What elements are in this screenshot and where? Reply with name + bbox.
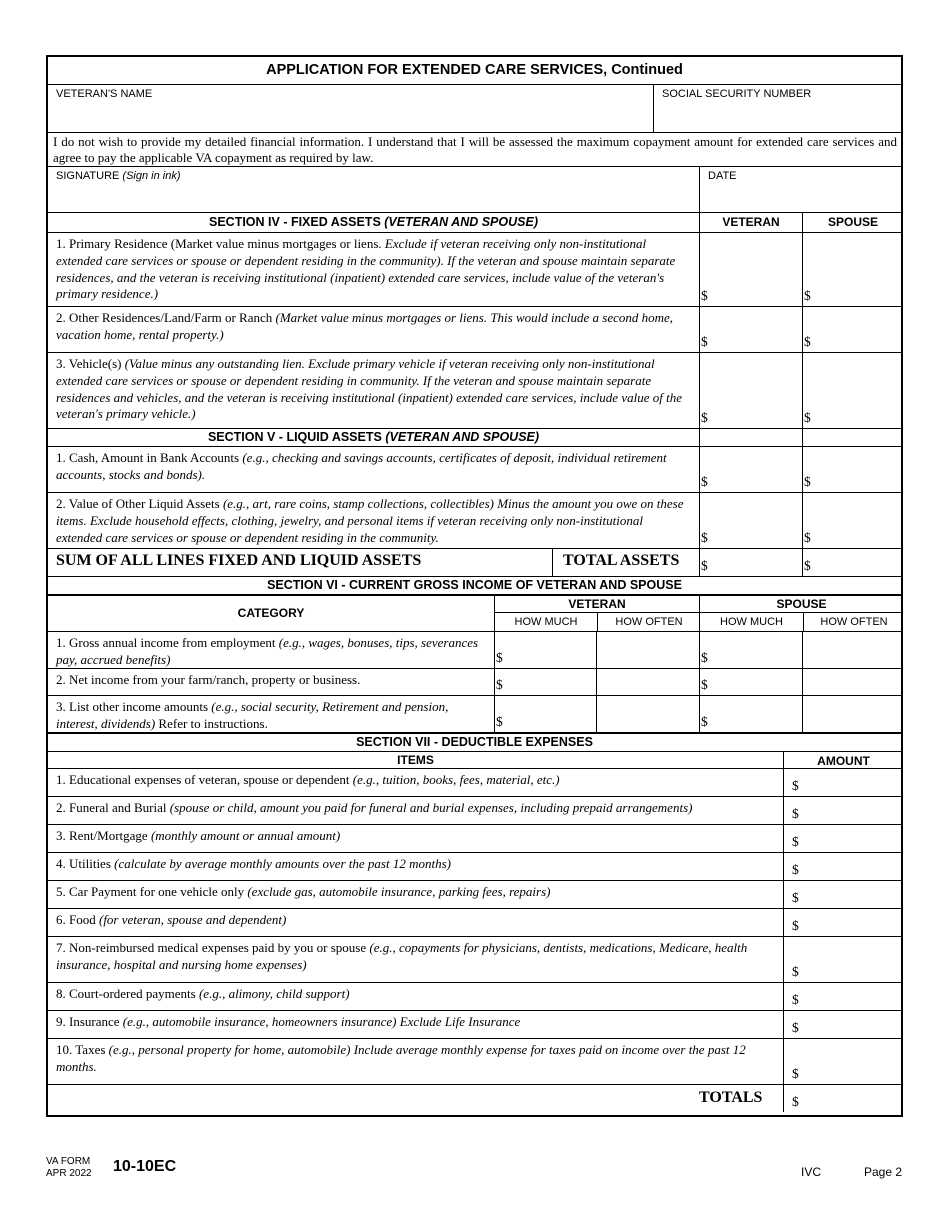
- section7-totals-row: [48, 1085, 901, 1112]
- section4-item-1-note: Exclude if veteran receiving only non-institutional extended care services or spouse or dependent residing in the community). If the veteran and spouse maintain separate residences, and the veteran is receiving institutional (inpatient) extended care services, include value of the veteran's primary residence.): [56, 236, 676, 302]
- form-title-row: [48, 57, 901, 85]
- section5-header-veteran-cell: [699, 429, 802, 446]
- educational-expenses-input[interactable]: [783, 769, 903, 796]
- dollar-sign: $: [792, 1094, 799, 1109]
- dollar-sign: $: [792, 890, 799, 905]
- section4-item-2-text: 2. Other Residences/Land/Farm or Ranch: [56, 310, 276, 325]
- section7-item-6-label: [48, 909, 783, 929]
- spouse-how-much-header: HOW MUCH: [720, 616, 783, 628]
- form-title: APPLICATION FOR EXTENDED CARE SERVICES, Continued: [266, 62, 683, 78]
- spouse-how-often-header: HOW OFTEN: [803, 613, 904, 631]
- medical-expenses-input[interactable]: [783, 937, 903, 982]
- total-assets-row: [48, 549, 901, 577]
- section7-item-7-label: [48, 937, 783, 974]
- dollar-sign: $: [792, 834, 799, 849]
- dollar-sign: $: [792, 1066, 799, 1081]
- section7-item-7-note: (e.g., copayments for physicians, dentists, medications, Medicare, health insurance, hospital and nursing home expenses): [56, 940, 748, 972]
- dollar-sign: $: [792, 862, 799, 877]
- section4-item-2-label: [48, 307, 699, 344]
- cash-veteran-input[interactable]: [699, 447, 802, 492]
- section6-item-1-text: 1. Gross annual income from employment: [56, 635, 279, 650]
- section6-title: SECTION VI - CURRENT GROSS INCOME OF VETERAN AND SPOUSE: [267, 578, 682, 592]
- ssn-label: SOCIAL SECURITY NUMBER: [662, 88, 812, 100]
- section4-header: [48, 213, 901, 233]
- section4-title-italic: (VETERAN AND SPOUSE): [384, 215, 538, 229]
- dollar-sign: $: [804, 474, 811, 489]
- section7-item-4-label: [48, 853, 783, 873]
- form-number: 10-10EC: [113, 1158, 177, 1175]
- form-identifier: [46, 1156, 92, 1180]
- veteran-name-label: VETERAN'S NAME: [56, 88, 153, 100]
- dollar-sign: $: [792, 806, 799, 821]
- employment-spouse-amount-input[interactable]: [699, 632, 802, 668]
- decline-statement-row: [48, 133, 901, 167]
- other-income-veteran-amount-input[interactable]: [494, 696, 596, 732]
- signature-field[interactable]: [48, 167, 699, 212]
- totals-label: TOTALS: [699, 1089, 763, 1106]
- section7-item-3-note: (monthly amount or annual amount): [150, 828, 341, 843]
- dollar-sign: $: [701, 650, 708, 665]
- section7-item-8-label: [48, 983, 783, 1003]
- taxes-input[interactable]: [783, 1039, 903, 1084]
- section6-col-veteran: VETERAN: [495, 596, 699, 613]
- section6-item-3-tail: Refer to instructions.: [155, 715, 268, 731]
- food-input[interactable]: [783, 909, 903, 936]
- employment-veteran-amount-input[interactable]: [494, 632, 596, 668]
- section7-item-4-note: (calculate by average monthly amounts over the past 12 months): [114, 856, 451, 871]
- section6-col-spouse: SPOUSE: [700, 596, 903, 613]
- section7-item-7: [48, 937, 901, 983]
- dollar-sign: $: [792, 992, 799, 1007]
- section7-item-1-text: 1. Educational expenses of veteran, spouse or dependent: [56, 772, 353, 787]
- form-date: APR 2022: [46, 1168, 92, 1179]
- section7-item-5-note: (exclude gas, automobile insurance, parking fees, repairs): [247, 884, 551, 899]
- other-liquid-spouse-input[interactable]: [802, 493, 903, 548]
- section6-spouse-group: [699, 596, 903, 631]
- primary-residence-veteran-input[interactable]: [699, 233, 802, 306]
- section4-item-1-label: [48, 233, 699, 303]
- dollar-sign: $: [701, 474, 708, 489]
- car-payment-input[interactable]: [783, 881, 903, 908]
- dollar-sign: $: [701, 334, 708, 349]
- section7-item-6: [48, 909, 901, 937]
- section5-header: [48, 429, 901, 447]
- dollar-sign: $: [804, 530, 811, 545]
- employment-veteran-frequency-input[interactable]: [596, 632, 699, 668]
- section5-item-1-note: (e.g., checking and savings accounts, certificates of deposit, individual retirement accounts, stocks and bonds).: [56, 450, 667, 482]
- section4-item-1: [48, 233, 901, 307]
- other-liquid-veteran-input[interactable]: [699, 493, 802, 548]
- total-assets-label: TOTAL ASSETS: [552, 549, 699, 576]
- section7-item-3-text: 3. Rent/Mortgage: [56, 828, 151, 843]
- section4-item-3-label: [48, 353, 699, 423]
- section7-item-10-note: (e.g., personal property for home, automobile) Include average monthly expense for taxes paid on income over the past 12 months.: [56, 1042, 746, 1074]
- section7-item-10-text: 10. Taxes: [56, 1042, 109, 1057]
- dollar-sign: $: [701, 530, 708, 545]
- dollar-sign: $: [496, 650, 503, 665]
- dollar-sign: $: [804, 288, 811, 303]
- veteran-name-field[interactable]: [48, 85, 653, 132]
- section5-item-2-note: (e.g., art, rare coins, stamp collections, collectibles) Minus the amount you owe on these items. Exclude household effects, clothing, jewelry, and personal items if veteran receiving only non-institutional extended care services or spouse or dependent residing in the community.: [56, 496, 684, 545]
- signature-row: [48, 167, 901, 213]
- section5-title: [48, 429, 699, 444]
- dollar-sign: $: [701, 714, 708, 729]
- other-income-spouse-frequency-input[interactable]: [802, 696, 903, 732]
- va-form-label: VA FORM: [46, 1156, 91, 1167]
- veteran-how-often-header: HOW OFTEN: [597, 613, 700, 631]
- section7-item-10-label: [48, 1039, 783, 1076]
- farm-income-veteran-amount-input[interactable]: [494, 669, 596, 695]
- section6-item-2: [48, 669, 901, 696]
- section6-veteran-group: [494, 596, 699, 631]
- vehicles-veteran-input[interactable]: [699, 353, 802, 428]
- section7-item-2-label: [48, 797, 783, 817]
- section7-title: SECTION VII - DEDUCTIBLE EXPENSES: [356, 735, 593, 749]
- other-residences-veteran-input[interactable]: [699, 307, 802, 352]
- dollar-sign: $: [701, 558, 708, 573]
- section7-item-1-note: (e.g., tuition, books, fees, material, etc.): [352, 772, 560, 787]
- section7-column-headers: [48, 751, 901, 769]
- totals-input[interactable]: [783, 1085, 903, 1112]
- ssn-field[interactable]: [653, 85, 903, 132]
- section6-item-1-label: [48, 632, 494, 669]
- section7-item-9-text: 9. Insurance: [56, 1014, 123, 1029]
- dollar-sign: $: [792, 778, 799, 793]
- section5-item-1: [48, 447, 901, 493]
- insurance-input[interactable]: [783, 1011, 903, 1038]
- section7-item-8-text: 8. Court-ordered payments: [56, 986, 199, 1001]
- dollar-sign: $: [496, 677, 503, 692]
- dollar-sign: $: [496, 714, 503, 729]
- identity-row: [48, 85, 901, 133]
- section7-item-9-label: [48, 1011, 783, 1031]
- funeral-burial-input[interactable]: [783, 797, 903, 824]
- section7-item-2-note: (spouse or child, amount you paid for funeral and burial expenses, including prepaid arrangements): [169, 800, 693, 815]
- section4-title-text: SECTION IV - FIXED ASSETS: [209, 215, 385, 229]
- vehicles-spouse-input[interactable]: [802, 353, 903, 428]
- section6-item-2-label: [48, 669, 494, 689]
- section7-item-1: [48, 769, 901, 797]
- section4-item-3-text: 3. Vehicle(s): [56, 356, 125, 371]
- section4-col-spouse: SPOUSE: [802, 213, 903, 232]
- section6-column-headers: [48, 596, 901, 632]
- section6-item-2-text: 2. Net income from your farm/ranch, property or business.: [56, 672, 361, 687]
- section4-item-3: [48, 353, 901, 429]
- section6-item-3-text: 3. List other income amounts: [56, 699, 212, 714]
- dollar-sign: $: [804, 558, 811, 573]
- total-assets-spouse-input[interactable]: [802, 549, 903, 576]
- section7-item-9: [48, 1011, 901, 1039]
- primary-residence-spouse-input[interactable]: [802, 233, 903, 306]
- section7-item-2: [48, 797, 901, 825]
- form-page: [46, 55, 903, 1117]
- dollar-sign: $: [701, 288, 708, 303]
- dollar-sign: $: [804, 334, 811, 349]
- utilities-input[interactable]: [783, 853, 903, 880]
- section6-item-1: [48, 632, 901, 669]
- section6-col-category: CATEGORY: [237, 606, 305, 620]
- section5-item-2-label: [48, 493, 699, 546]
- section7-header: [48, 734, 901, 751]
- section7-item-9-note: (e.g., automobile insurance, homeowners insurance) Exclude Life Insurance: [122, 1014, 521, 1029]
- other-income-veteran-frequency-input[interactable]: [596, 696, 699, 732]
- farm-income-spouse-frequency-input[interactable]: [802, 669, 903, 695]
- section5-item-1-text: 1. Cash, Amount in Bank Accounts: [56, 450, 243, 465]
- section4-item-2: [48, 307, 901, 353]
- other-residences-spouse-input[interactable]: [802, 307, 903, 352]
- dollar-sign: $: [792, 964, 799, 979]
- section5-title-italic: (VETERAN AND SPOUSE): [385, 430, 540, 444]
- section5-title-text: SECTION V - LIQUID ASSETS: [207, 430, 386, 444]
- section7-col-amount: AMOUNT: [783, 751, 903, 768]
- farm-income-spouse-amount-input[interactable]: [699, 669, 802, 695]
- section7-item-4-text: 4. Utilities: [56, 856, 115, 871]
- section6-item-3: [48, 696, 901, 734]
- date-label: DATE: [708, 170, 737, 182]
- signature-date-field[interactable]: [699, 167, 903, 212]
- section4-item-2-note: (Market value minus mortgages or liens. This would include a second home, vacation home, rental property.): [56, 310, 674, 342]
- section5-item-2-text: 2. Value of Other Liquid Assets: [56, 496, 223, 511]
- section4-item-1-text: 1. Primary Residence (Market value minus mortgages or liens.: [56, 236, 385, 251]
- section7-item-6-text: 6. Food: [56, 912, 99, 927]
- section7-item-3-label: [48, 825, 783, 845]
- section7-item-1-label: [48, 769, 783, 789]
- section7-item-4: [48, 853, 901, 881]
- decline-statement: I do not wish to provide my detailed financial information. I understand that I will be assessed the maximum copayment amount for extended care services and agree to pay the applicable VA copayment as required by law.: [53, 134, 897, 165]
- section7-item-5: [48, 881, 901, 909]
- dollar-sign: $: [792, 1020, 799, 1035]
- dollar-sign: $: [804, 410, 811, 425]
- employment-spouse-frequency-input[interactable]: [802, 632, 903, 668]
- section6-item-3-label: [48, 696, 494, 733]
- section4-title: [48, 213, 699, 229]
- dollar-sign: $: [701, 677, 708, 692]
- farm-income-veteran-frequency-input[interactable]: [596, 669, 699, 695]
- section7-item-6-note: (for veteran, spouse and dependent): [98, 912, 287, 927]
- sum-label: SUM OF ALL LINES FIXED AND LIQUID ASSETS: [56, 552, 422, 569]
- section5-item-1-label: [48, 447, 699, 484]
- section4-col-veteran: VETERAN: [699, 213, 802, 232]
- section7-item-3: [48, 825, 901, 853]
- cash-spouse-input[interactable]: [802, 447, 903, 492]
- section5-item-2: [48, 493, 901, 549]
- section7-item-8: [48, 983, 901, 1011]
- section6-header: [48, 577, 901, 596]
- signature-note: (Sign in ink): [122, 170, 181, 182]
- court-ordered-payments-input[interactable]: [783, 983, 903, 1010]
- section7-item-7-text: 7. Non-reimbursed medical expenses paid by you or spouse: [56, 940, 370, 955]
- other-income-spouse-amount-input[interactable]: [699, 696, 802, 732]
- veteran-how-much-header: HOW MUCH: [514, 616, 578, 628]
- section4-item-3-note: (Value minus any outstanding lien. Exclude primary vehicle if veteran receiving only non-institutional extended care services or spouse or dependent residing in community. If the veteran and spouse maintain separate residences and vehicles, and the veteran is receiving institutional (inpatient) extended care services, include value of the veteran's primary vehicle.): [56, 356, 682, 422]
- total-assets-veteran-input[interactable]: [699, 549, 802, 576]
- dollar-sign: $: [792, 918, 799, 933]
- page-number: Page 2: [864, 1165, 903, 1179]
- rent-mortgage-input[interactable]: [783, 825, 903, 852]
- section7-col-items: ITEMS: [48, 751, 783, 769]
- section7-item-8-note: (e.g., alimony, child support): [198, 986, 350, 1001]
- office-code: IVC: [801, 1165, 822, 1179]
- signature-label: SIGNATURE: [56, 170, 120, 182]
- section6-item-1-note: (e.g., wages, bonuses, tips, severances pay, accrued benefits): [56, 635, 479, 667]
- section5-header-spouse-cell: [802, 429, 903, 446]
- section7-item-10: [48, 1039, 901, 1085]
- section7-item-5-label: [48, 881, 783, 901]
- section7-item-5-text: 5. Car Payment for one vehicle only: [56, 884, 248, 899]
- section7-item-2-text: 2. Funeral and Burial: [56, 800, 170, 815]
- section6-item-3-note: (e.g., social security, Retirement and pension, interest, dividends): [56, 699, 449, 731]
- dollar-sign: $: [701, 410, 708, 425]
